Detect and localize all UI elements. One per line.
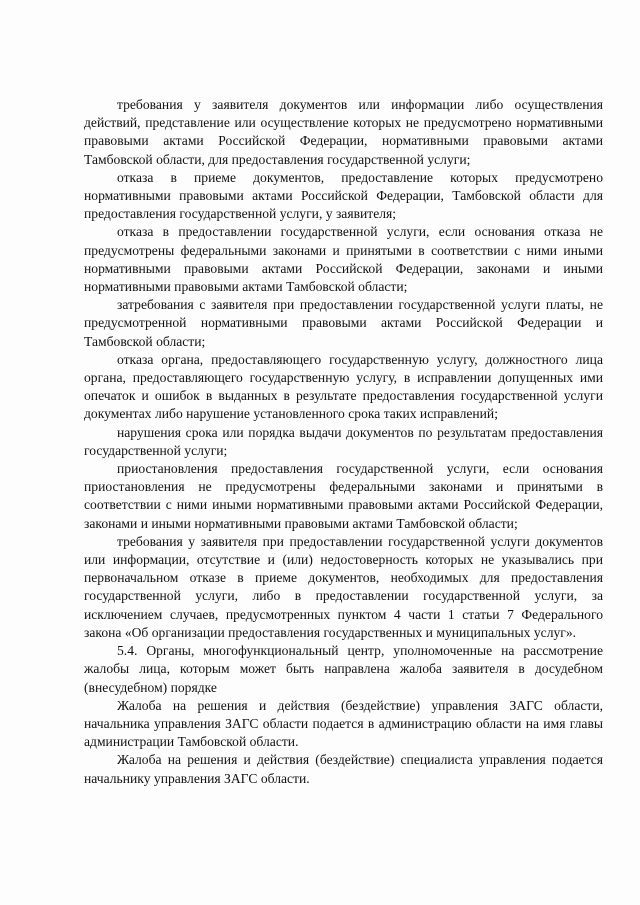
paragraph-p9: 5.4. Органы, многофункциональный центр, уполномоченные на рассмотрение жалобы лица, которым может быть направлена жалоба заявителя в досудебном (внесудебном) порядке xyxy=(84,643,603,695)
paragraph-p8: требования у заявителя при предоставлении государственной услуги документов или информации, отсутствие и (или) недостоверность которых не указывались при первоначальном отказе в приеме документов, необходимых для предоставления государственной услуги, либо в предоставлении государственной услуги, за исключением случаев, предусмотренных пунктом 4 части 1 статьи 7 Федерального закона «Об организации предоставления государственных и муниципальных услуг». xyxy=(84,533,603,640)
paragraph-p4: затребования с заявителя при предоставлении государственной услуги платы, не предусмотренной нормативными правовыми актами Российской Федерации и Тамбовской области; xyxy=(84,297,603,349)
paragraph-p1: требования у заявителя документов или информации либо осуществления действий, представление или осуществление которых не предусмотрено нормативными правовыми актами Российской Федерации, нормативными правовыми актами Тамбовской области, для предоставления государственной услуги; xyxy=(84,97,603,167)
document-body xyxy=(84,96,603,788)
paragraph-p3: отказа в предоставлении государственной услуги, если основания отказа не предусмотрены федеральными законами и принятыми в соответствии с ними иными нормативными правовыми актами Российской Федерации, законами и иными нормативными правовыми актами Тамбовской области; xyxy=(84,224,603,295)
paragraph-p5: отказа органа, предоставляющего государственную услугу, должностного лица органа, предоставляющего государственную услугу, в исправлении допущенных ими опечаток и ошибок в выданных в результате предоставления государственной услуги документах либо нарушение установленного срока таких исправлений; xyxy=(84,351,603,422)
paragraph-p11: Жалоба на решения и действия (бездействие) специалиста управления подается начальнику управления ЗАГС области. xyxy=(84,752,603,786)
paragraph-p10: Жалоба на решения и действия (бездействие) управления ЗАГС области, начальника управления ЗАГС области подается в администрацию области на имя главы администрации Тамбовской области. xyxy=(84,697,603,750)
paragraph-p2: отказа в приеме документов, предоставление которых предусмотрено нормативными правовыми актами Российской Федерации, Тамбовской области для предоставления государственной услуги, у заявителя; xyxy=(84,169,603,222)
paragraph-p7: приостановления предоставления государственной услуги, если основания приостановления не предусмотрены федеральными законами и принятыми в соответствии с ними иными нормативными правовыми актами Российской Федерации, законами и иными нормативными правовыми актами Тамбовской области; xyxy=(84,461,603,531)
paragraph-p6: нарушения срока или порядка выдачи документов по результатам предоставления государственной услуги; xyxy=(84,424,603,458)
